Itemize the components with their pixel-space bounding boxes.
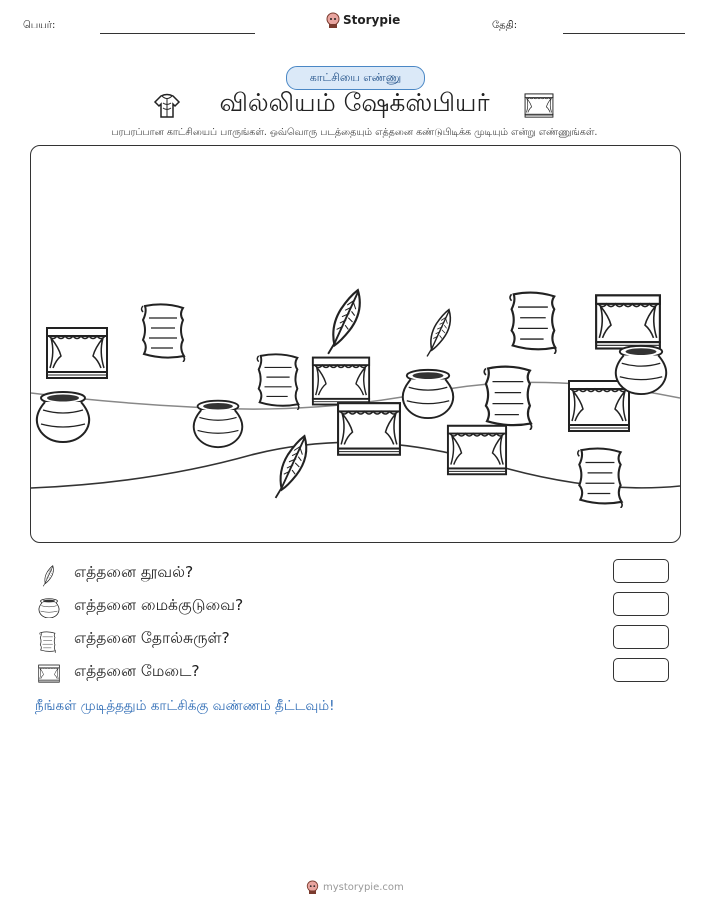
coloring-note: நீங்கள் முடித்ததும் காட்சிக்கு வண்ணம் தீட்டவும்!: [35, 698, 335, 714]
date-line[interactable]: [563, 33, 685, 34]
inkpot-3: [403, 370, 453, 418]
date-label: தேதி:: [492, 20, 518, 31]
name-line[interactable]: [100, 33, 255, 34]
instructions: பரபரப்பான காட்சியைப் பாருங்கள். ஒவ்வொரு படத்தையும் எத்தனை கண்டுபிடிக்க முடியும் என்று எண்ணுங்கள்.: [111, 127, 598, 138]
scroll-icon: [38, 631, 58, 653]
answer-box-quill[interactable]: [613, 559, 669, 583]
brand-name: Storypie: [343, 13, 401, 27]
scroll-2: [257, 354, 299, 410]
counting-scene: [30, 145, 681, 543]
quill-3: [276, 436, 307, 498]
answer-box-scroll[interactable]: [613, 625, 669, 649]
activity-badge: காட்சியை எண்ணு: [286, 66, 425, 90]
page-title: வில்லியம் ஷேக்ஸ்பியர்: [219, 88, 490, 117]
inkpot-1: [37, 392, 89, 442]
quill-icon: [38, 565, 58, 587]
storypie-mascot-icon: [306, 880, 319, 894]
stage-6: [569, 381, 629, 431]
stage-5: [596, 295, 660, 348]
brand-logo: [326, 12, 400, 28]
question-row-stage: [38, 662, 678, 688]
quill-1: [328, 290, 360, 354]
stage-2: [313, 358, 369, 405]
question-row-inkpot: [38, 596, 678, 622]
scene-illustration: [31, 146, 680, 542]
stage-icon: [524, 93, 554, 119]
scroll-4: [484, 367, 531, 430]
answer-box-inkpot[interactable]: [613, 592, 669, 616]
quill-2: [427, 310, 450, 357]
storypie-mascot-icon: [326, 12, 340, 28]
footer-url[interactable]: mystorypie.com: [323, 881, 404, 893]
scroll-5: [578, 448, 622, 508]
inkpot-2: [194, 401, 243, 447]
stage-3: [338, 403, 400, 455]
question-text: எத்தனை தூவல்?: [74, 563, 194, 581]
footer: [306, 880, 404, 894]
inkpot-4: [616, 346, 666, 394]
inkpot-icon: [38, 598, 60, 618]
scroll-3: [510, 293, 556, 354]
question-text: எத்தனை தோல்சுருள்?: [74, 629, 230, 647]
stage-1: [47, 328, 107, 378]
stage-4: [448, 426, 506, 474]
stage-icon: [38, 664, 60, 684]
scroll-1: [142, 304, 185, 362]
question-text: எத்தனை மைக்குடுவை?: [74, 596, 244, 614]
question-text: எத்தனை மேடை?: [74, 662, 200, 680]
worksheet-header: [0, 0, 709, 45]
question-row-scroll: [38, 629, 678, 655]
question-row-quill: [38, 563, 678, 589]
name-label: பெயர்:: [23, 20, 56, 31]
answer-box-stage[interactable]: [613, 658, 669, 682]
